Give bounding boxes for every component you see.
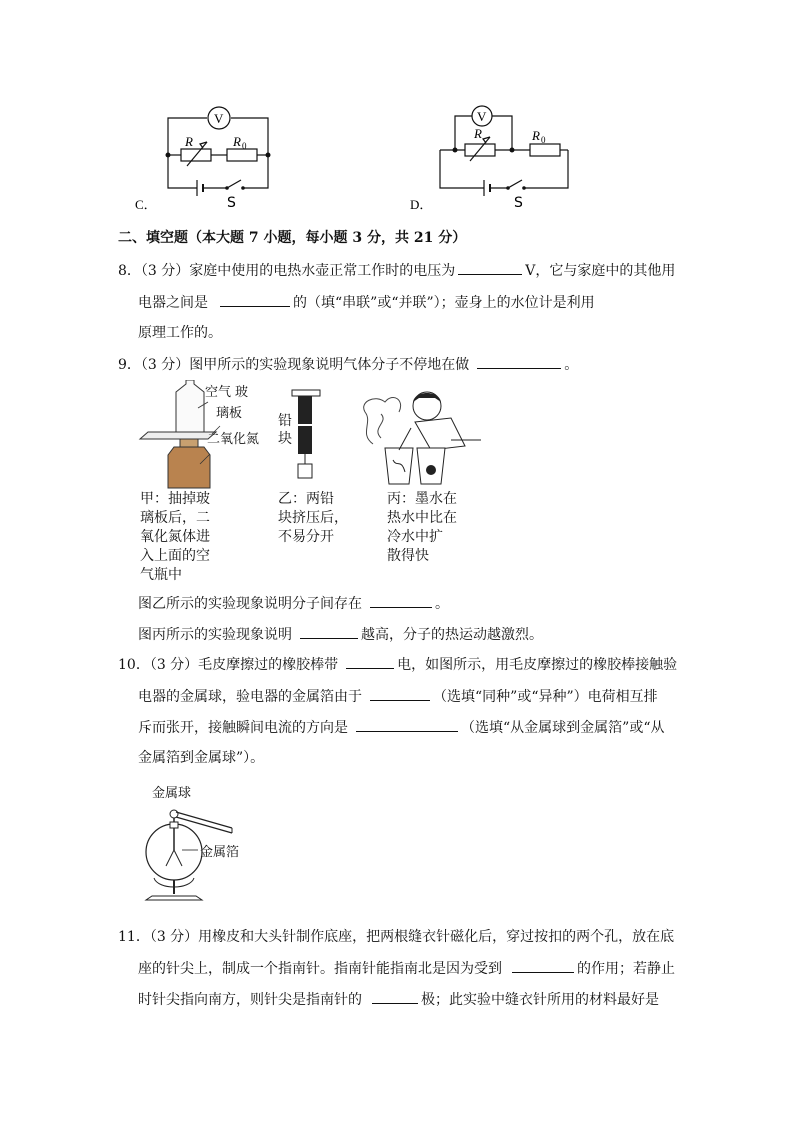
q11-line-1: 11．（3 分）用橡皮和大头针制作底座，把两根缝衣针磁化后，穿过按扣的两个孔，放在底 <box>118 929 675 945</box>
caption-line: 乙：两铅 <box>278 491 334 507</box>
q8-line-1 <box>118 260 675 281</box>
resistor-r-label: R <box>474 126 482 141</box>
switch-label: S <box>514 195 523 211</box>
q9-text: 图乙所示的实验现象说明分子间存在 <box>138 596 362 612</box>
q11-text: 极；此实验中缝衣针所用的材料最好是 <box>421 992 659 1008</box>
q9-text: 图丙所示的实验现象说明 <box>138 627 292 643</box>
caption-line: 入上面的空 <box>140 548 210 564</box>
q11-blank-field[interactable] <box>512 958 574 973</box>
label-lead-2: 块 <box>278 431 292 447</box>
q10-blank-current-direction[interactable] <box>356 717 458 732</box>
resistor-r-label: R <box>185 134 193 149</box>
q9-text: 。 <box>564 357 579 373</box>
ink-diffusion-illustration <box>355 388 485 488</box>
q10-text: 电器的金属球，验电器的金属箔由于 <box>138 689 362 705</box>
q10-line-1 <box>118 654 677 675</box>
q9-blank-force[interactable] <box>370 593 432 608</box>
q10-text: （选填“同种”或“异种”）电荷相互排 <box>433 689 658 705</box>
label-no2: 二氧化氮 <box>207 432 260 447</box>
voltmeter-label: V <box>214 111 224 126</box>
circuit-d-diagram <box>410 100 580 215</box>
q8-line-2 <box>138 292 595 313</box>
q9-line-2 <box>138 593 449 614</box>
q10-blank-charge-type[interactable] <box>370 686 430 701</box>
q9-text: 。 <box>435 596 449 612</box>
switch-label: S <box>227 195 236 211</box>
resistor-r0-label: R <box>233 134 241 149</box>
label-glass-1: 玻 <box>235 385 249 400</box>
caption-line: 块挤压后， <box>278 510 348 526</box>
q8-line-3: 原理工作的。 <box>138 325 222 341</box>
q9-text: 9．（3 分）图甲所示的实验现象说明气体分子不停地在做 <box>118 357 470 373</box>
q8-blank-connection[interactable] <box>220 292 290 307</box>
q9-text: 越高，分子的热运动越激烈。 <box>361 627 543 643</box>
caption-line: 气瓶中 <box>140 567 182 583</box>
label-glass-2: 璃板 <box>216 406 243 421</box>
label-metal-ball: 金属球 <box>152 786 192 801</box>
resistor-r0-label: R <box>532 128 540 143</box>
q10-blank-charge[interactable] <box>346 654 394 669</box>
q11-text: 的作用；若静止 <box>577 961 675 977</box>
voltmeter-label: V <box>477 109 487 124</box>
q10-line-4: 金属箔到金属球”）。 <box>138 750 265 766</box>
caption-line: 璃板后，二 <box>140 510 210 526</box>
caption-line: 散得快 <box>387 548 429 564</box>
caption-line: 冷水中扩 <box>387 529 443 545</box>
q9-line-1 <box>118 354 578 375</box>
caption-line: 不易分开 <box>278 529 334 545</box>
q11-line-3 <box>138 989 659 1010</box>
q10-text: 电，如图所示，用毛皮摩擦过的橡胶棒接触验 <box>397 657 678 673</box>
option-label: D． <box>410 197 433 212</box>
circuit-d <box>410 100 580 215</box>
caption-line: 氧化氮体进 <box>140 529 210 545</box>
q8-text: V，它与家庭中的其他用 <box>525 263 676 279</box>
q10-line-2 <box>138 686 658 707</box>
label-metal-foil: 金属箔 <box>200 845 240 860</box>
q9-line-3 <box>138 624 543 645</box>
q10-text: 斥而张开，接触瞬间电流的方向是 <box>138 720 348 736</box>
q11-text: 时针尖指向南方，则针尖是指南针的 <box>138 992 362 1008</box>
figure-bing <box>355 388 485 488</box>
q10-text: 10．（3 分）毛皮摩擦过的橡胶棒带 <box>118 657 339 673</box>
q9-blank-temperature[interactable] <box>300 624 358 639</box>
q10-text: （选填“从金属球到金属箔”或“从 <box>461 720 665 736</box>
resistor-r0-sub: 0 <box>541 135 546 145</box>
caption-line: 丙：墨水在 <box>387 491 457 507</box>
option-label: C． <box>135 197 157 212</box>
label-air: 空气 <box>205 385 232 400</box>
caption-jia <box>140 490 210 585</box>
q8-text: 电器之间是 <box>138 295 208 311</box>
resistor-r0-sub: 0 <box>242 141 247 151</box>
q8-text: 8．（3 分）家庭中使用的电热水壶正常工作时的电压为 <box>118 263 456 279</box>
circuit-c <box>135 100 295 215</box>
q10-line-3 <box>138 717 664 738</box>
q11-text: 座的针尖上，制成一个指南针。指南针能指南北是因为受到 <box>138 961 502 977</box>
label-lead-1: 铅 <box>278 413 292 429</box>
circuit-c-diagram <box>135 100 295 215</box>
q9-blank-motion[interactable] <box>477 354 561 369</box>
q11-line-2 <box>138 958 675 979</box>
caption-line: 甲：抽掉玻 <box>140 491 210 507</box>
caption-line: 热水中比在 <box>387 510 457 526</box>
caption-yi <box>278 490 348 547</box>
section-2-title: 二、填空题（本大题 7 小题，每小题 3 分，共 21 分） <box>118 230 467 246</box>
q11-blank-pole[interactable] <box>372 989 418 1004</box>
q8-blank-voltage[interactable] <box>458 260 522 275</box>
q8-text: 的（填“串联”或“并联”）；壶身上的水位计是利用 <box>293 295 595 311</box>
caption-bing <box>387 490 457 566</box>
